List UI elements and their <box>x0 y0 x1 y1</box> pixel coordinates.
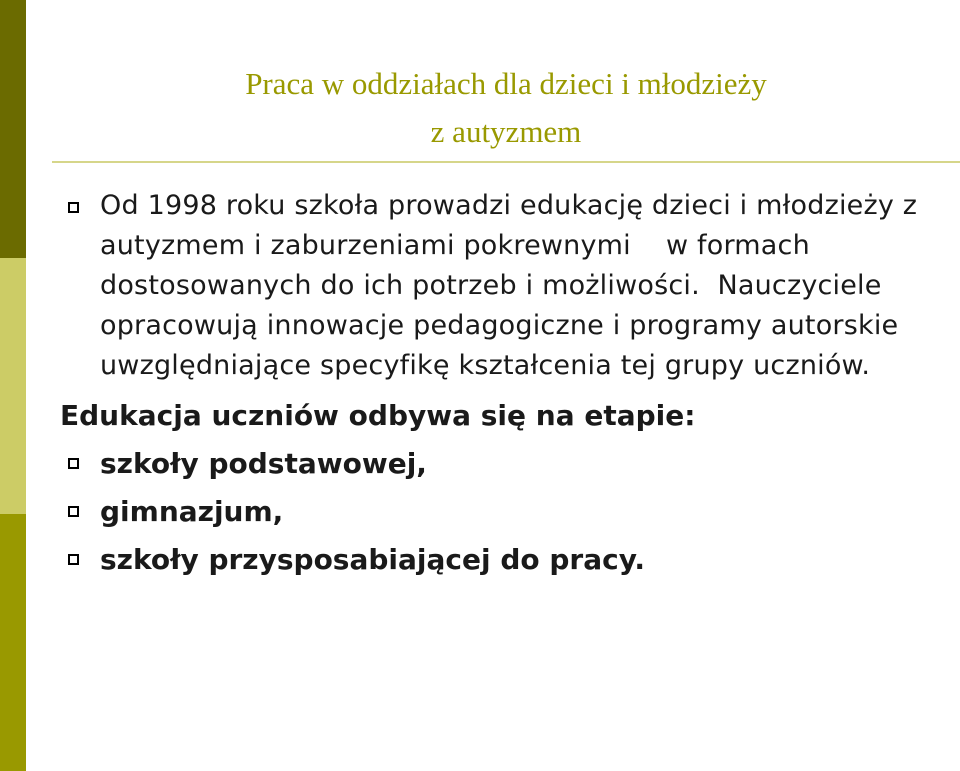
list-item-label: szkoły podstawowej, <box>100 447 427 480</box>
decor-strip-bottom <box>0 514 26 771</box>
slide-content <box>60 186 940 584</box>
decor-strip-top <box>0 0 26 258</box>
slide-title-line-1: Praca w oddziałach dla dzieci i młodzieży <box>245 66 767 101</box>
intro-paragraph <box>60 186 940 386</box>
list-item-label: szkoły przysposabiającej do pracy. <box>100 543 646 576</box>
slide-title <box>52 60 960 156</box>
square-bullet-icon <box>68 554 79 565</box>
slide-title-line-2: z autyzmem <box>430 114 582 149</box>
title-divider <box>52 161 960 163</box>
square-bullet-icon <box>68 202 79 213</box>
decor-strip-middle <box>0 258 26 514</box>
square-bullet-icon <box>68 506 79 517</box>
list-item <box>60 488 940 536</box>
list-item-label: gimnazjum, <box>100 495 284 528</box>
square-bullet-icon <box>68 458 79 469</box>
stages-heading: Edukacja uczniów odbywa się na etapie: <box>60 399 696 432</box>
list-item <box>60 440 940 488</box>
list-item <box>60 536 940 584</box>
intro-paragraph-text: Od 1998 roku szkoła prowadzi edukację dzieci i młodzieży z autyzmem i zaburzeniami pokrewnymi w formach dostosowanych do ich potrzeb i możliwości. Nauczyciele opracowują innowacje pedagogiczne i programy autorskie uwzględniające specyfikę kształcenia tej grupy uczniów. <box>100 190 926 381</box>
